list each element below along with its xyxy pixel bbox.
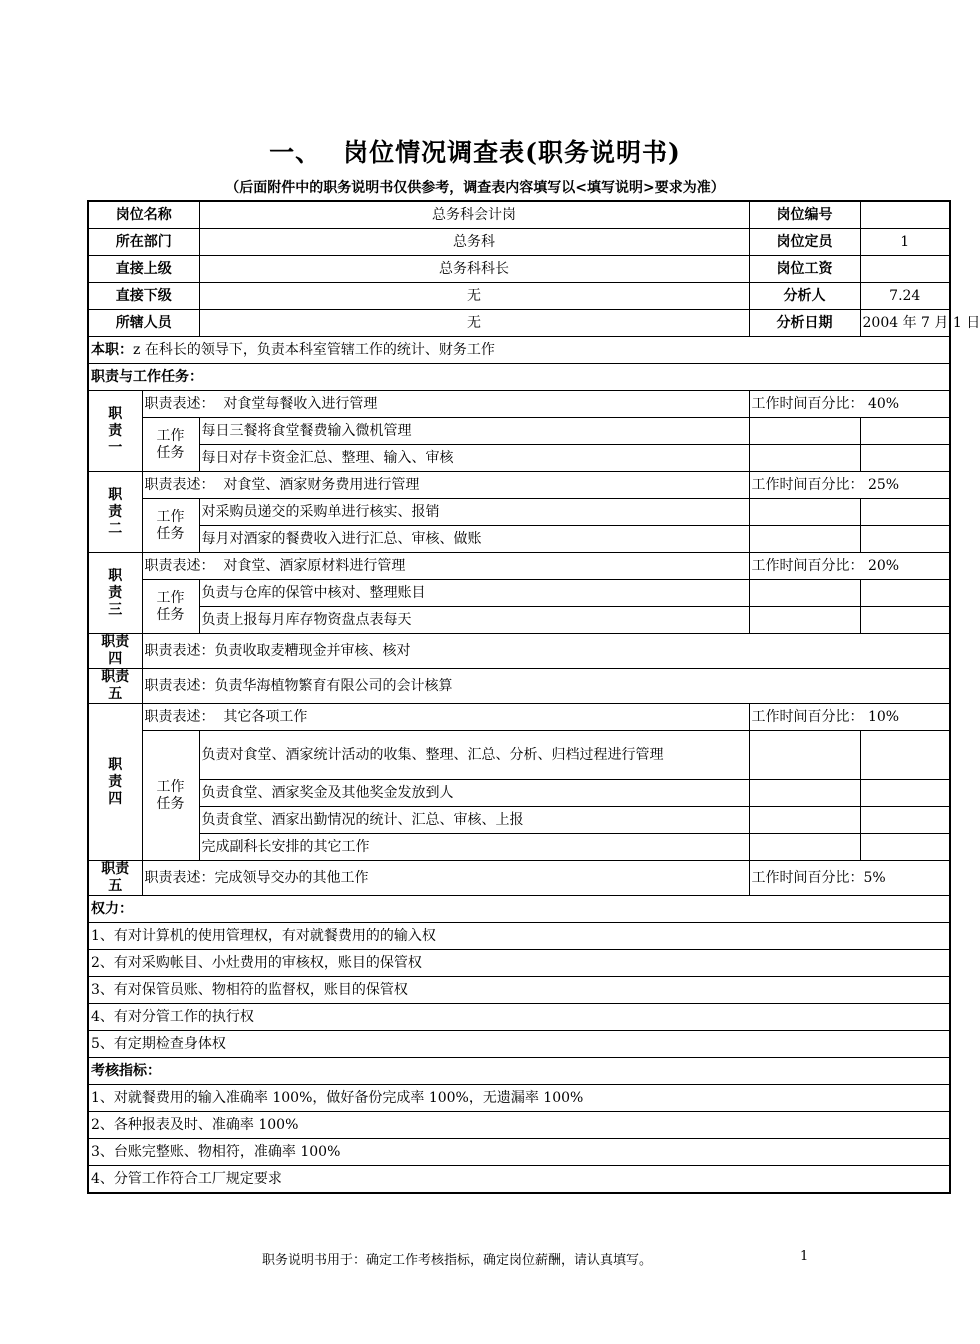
- power-row: [88, 977, 950, 1004]
- wage-label: 岗位工资: [749, 256, 860, 283]
- power-row: [88, 950, 950, 977]
- powers-title-row: [88, 896, 950, 923]
- kpi-item: 4、分管工作符合工厂规定要求: [88, 1166, 950, 1194]
- duty-desc-text: 对食堂、酒家财务费用进行管理: [223, 476, 420, 493]
- task-item: 负责食堂、酒家奖金及其他奖金发放到人: [199, 780, 749, 807]
- wage-value: [860, 256, 950, 283]
- task-row: [88, 580, 950, 607]
- duty-desc: [142, 391, 749, 418]
- task-label: 工作任务: [142, 418, 199, 472]
- job-survey-table: [87, 200, 980, 1194]
- duty-summary-row: [88, 337, 950, 364]
- power-item: 4、有对分管工作的执行权: [88, 1004, 950, 1031]
- date-label: 分析日期: [749, 310, 860, 337]
- task-item: 每日三餐将食堂餐费输入微机管理: [199, 418, 749, 445]
- task-blank: [749, 607, 860, 634]
- task-blank: [860, 526, 950, 553]
- duty-group-label: 职责五: [88, 669, 142, 704]
- task-item: 负责食堂、酒家出勤情况的统计、汇总、审核、上报: [199, 807, 749, 834]
- task-blank: [749, 731, 860, 780]
- subordinate-value: 无: [199, 283, 749, 310]
- task-item: 负责对食堂、酒家统计活动的收集、整理、汇总、分析、归档过程进行管理: [199, 731, 749, 780]
- post-name-label: 岗位名称: [88, 201, 199, 229]
- duty-group-label: 职责一: [88, 391, 142, 472]
- duty-desc-prefix: 职责表述：: [144, 677, 215, 694]
- task-row: [88, 780, 950, 807]
- task-blank: [860, 580, 950, 607]
- power-row: [88, 923, 950, 950]
- post-no-label: 岗位编号: [749, 201, 860, 229]
- date-value: 2004 年 7 月 1 日: [860, 310, 950, 337]
- power-item: 2、有对采购帐目、小灶费用的审核权，账目的保管权: [88, 950, 950, 977]
- task-item: 每日对存卡资金汇总、整理、输入、审核: [199, 445, 749, 472]
- kpi-title-row: [88, 1058, 950, 1085]
- task-blank: [860, 807, 950, 834]
- task-item: 对采购员递交的采购单进行核实、报销: [199, 499, 749, 526]
- powers-title: 权力：: [88, 896, 950, 923]
- duty-time-percent: 工作时间百分比： 25%: [749, 472, 950, 499]
- dept-label: 所在部门: [88, 229, 199, 256]
- task-row: [88, 445, 950, 472]
- duty-summary-text: z 在科长的领导下，负责本科室管辖工作的统计、财务工作: [133, 341, 495, 358]
- kpi-row: [88, 1139, 950, 1166]
- duty-desc-prefix: 职责表述：: [144, 476, 215, 493]
- duty-desc-prefix: 职责表述：: [144, 557, 215, 574]
- duty-desc-prefix: 职责表述：: [144, 642, 215, 659]
- duty-desc: [142, 861, 749, 896]
- duty-desc-text: 其它各项工作: [223, 708, 308, 725]
- duty-desc-prefix: 职责表述：: [144, 708, 215, 725]
- duty-desc-text: 完成领导交办的其他工作: [214, 869, 369, 886]
- duty-row: [88, 861, 950, 896]
- staff-value: 无: [199, 310, 749, 337]
- kpi-row: [88, 1112, 950, 1139]
- duty-desc: [142, 634, 950, 669]
- info-row: [88, 283, 950, 310]
- task-row: [88, 834, 950, 861]
- duty-desc: [142, 472, 749, 499]
- duty-row: [88, 391, 950, 418]
- task-row: [88, 607, 950, 634]
- duty-group-label: 职责二: [88, 472, 142, 553]
- kpi-item: 3、台账完整账、物相符，准确率 100%: [88, 1139, 950, 1166]
- task-row: [88, 526, 950, 553]
- subtitle: （后面附件中的职务说明书仅供参考，调查表内容填写以<填写说明>要求为准）: [225, 180, 725, 196]
- duty-desc: [142, 553, 749, 580]
- duty-summary: [88, 337, 950, 364]
- power-row: [88, 1031, 950, 1058]
- subordinate-label: 直接下级: [88, 283, 199, 310]
- info-row: [88, 229, 950, 256]
- task-blank: [749, 418, 860, 445]
- duty-desc-text: 负责华海植物繁育有限公司的会计核算: [214, 677, 453, 694]
- kpi-item: 2、各种报表及时、准确率 100%: [88, 1112, 950, 1139]
- task-label: 工作任务: [142, 731, 199, 861]
- power-row: [88, 1004, 950, 1031]
- duty-group-label: 职责五: [88, 861, 142, 896]
- duty-desc-text: 负责收取麦糟现金并审核、核对: [214, 642, 411, 659]
- task-item: 负责上报每月库存物资盘点表每天: [199, 607, 749, 634]
- kpi-title: 考核指标：: [88, 1058, 950, 1085]
- footer-note: 职务说明书用于：确定工作考核指标，确定岗位薪酬，请认真填写。: [262, 1253, 653, 1268]
- duties-title-row: [88, 364, 950, 391]
- task-blank: [749, 499, 860, 526]
- post-name-value: 总务科会计岗: [199, 201, 749, 229]
- headcount-value: 1: [860, 229, 950, 256]
- duty-row: [88, 669, 950, 704]
- duty-time-percent: 工作时间百分比：5%: [749, 861, 950, 896]
- superior-value: 总务科科长: [199, 256, 749, 283]
- kpi-row: [88, 1166, 950, 1194]
- task-blank: [749, 780, 860, 807]
- duty-time-percent: 工作时间百分比： 10%: [749, 704, 950, 731]
- info-row: [88, 310, 950, 337]
- task-blank: [749, 807, 860, 834]
- duty-group-label: 职责三: [88, 553, 142, 634]
- headcount-label: 岗位定员: [749, 229, 860, 256]
- task-blank: [860, 780, 950, 807]
- task-row: [88, 418, 950, 445]
- page-number: 1: [800, 1249, 809, 1264]
- info-row: [88, 201, 950, 229]
- task-row: [88, 807, 950, 834]
- duty-row: [88, 553, 950, 580]
- duties-title: 职责与工作任务：: [88, 364, 950, 391]
- power-item: 3、有对保管员账、物相符的监督权，账目的保管权: [88, 977, 950, 1004]
- info-row: [88, 256, 950, 283]
- task-row: [88, 731, 950, 780]
- task-label: 工作任务: [142, 580, 199, 634]
- task-label: 工作任务: [142, 499, 199, 553]
- task-blank: [860, 731, 950, 780]
- task-blank: [749, 580, 860, 607]
- task-blank: [860, 607, 950, 634]
- title-text: 岗位情况调查表(职务说明书): [343, 138, 681, 167]
- task-blank: [749, 526, 860, 553]
- duty-desc-prefix: 职责表述：: [144, 395, 215, 412]
- duty-summary-label: 本职：: [91, 341, 133, 358]
- analyst-label: 分析人: [749, 283, 860, 310]
- power-item: 5、有定期检查身体权: [88, 1031, 950, 1058]
- duty-time-percent: 工作时间百分比： 40%: [749, 391, 950, 418]
- task-item: 负责与仓库的保管中核对、整理账目: [199, 580, 749, 607]
- duty-desc-prefix: 职责表述：: [144, 869, 215, 886]
- kpi-item: 1、对就餐费用的输入准确率 100%，做好备份完成率 100%，无遗漏率 100%: [88, 1085, 950, 1112]
- duty-group-label: 职责四: [88, 634, 142, 669]
- power-item: 1、有对计算机的使用管理权，有对就餐费用的的输入权: [88, 923, 950, 950]
- duty-desc-text: 对食堂每餐收入进行管理: [223, 395, 378, 412]
- analyst-value: 7.24: [860, 283, 950, 310]
- duty-row: [88, 472, 950, 499]
- task-blank: [749, 445, 860, 472]
- duty-group-label: 职责四: [88, 704, 142, 861]
- task-row: [88, 499, 950, 526]
- task-blank: [860, 418, 950, 445]
- duty-time-percent: 工作时间百分比： 20%: [749, 553, 950, 580]
- post-no-value: [860, 201, 950, 229]
- task-item: 每月对酒家的餐费收入进行汇总、审核、做账: [199, 526, 749, 553]
- duty-desc: [142, 669, 950, 704]
- superior-label: 直接上级: [88, 256, 199, 283]
- title-number: 一、: [269, 138, 322, 167]
- kpi-row: [88, 1085, 950, 1112]
- task-blank: [860, 834, 950, 861]
- task-blank: [749, 834, 860, 861]
- duty-row: [88, 634, 950, 669]
- dept-value: 总务科: [199, 229, 749, 256]
- duty-desc-text: 对食堂、酒家原材料进行管理: [223, 557, 406, 574]
- task-blank: [860, 499, 950, 526]
- duty-desc: [142, 704, 749, 731]
- staff-label: 所辖人员: [88, 310, 199, 337]
- task-blank: [860, 445, 950, 472]
- duty-row: [88, 704, 950, 731]
- task-item: 完成副科长安排的其它工作: [199, 834, 749, 861]
- page-title: [0, 133, 950, 169]
